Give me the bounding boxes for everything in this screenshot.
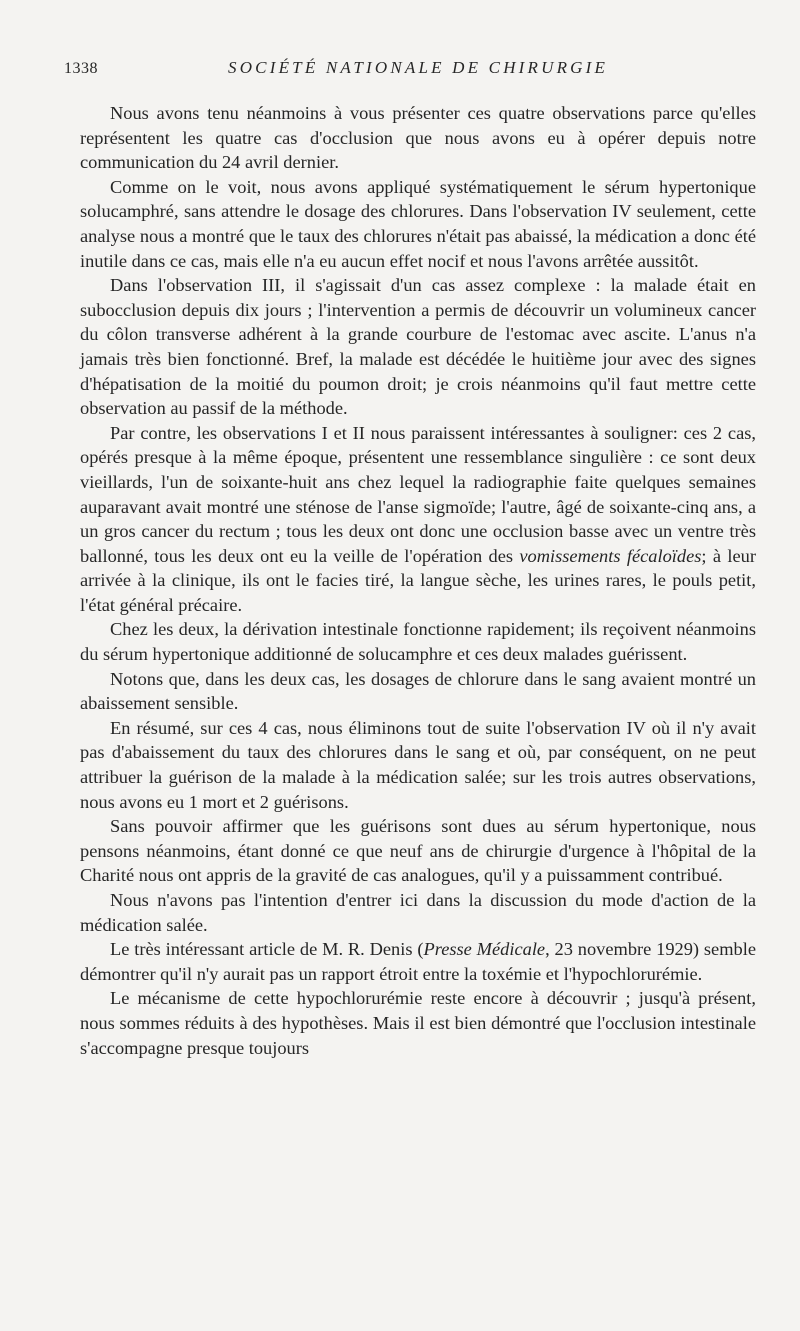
paragraph: Chez les deux, la dérivation intestinale fonctionne rapidement; ils reçoivent néanmoins du sérum hypertonique additionné de solucamphre et ces deux malades guérissent.	[80, 619, 756, 665]
running-title: SOCIÉTÉ NATIONALE DE CHIRURGIE	[228, 58, 609, 77]
paragraph: Nous n'avons pas l'intention d'entrer ici dans la discussion du mode d'action de la médication salée.	[80, 890, 756, 935]
paragraph-text: ; à leur arrivée à la clinique, ils ont le facies tiré, la langue sèche, les urines rares, le pouls petit, l'état général précaire.	[80, 545, 756, 615]
paragraph: Nous avons tenu néanmoins à vous présenter ces quatre observations parce qu'elles représentent les quatre cas d'occlusion que nous avons eu à opérer depuis notre communication du 24 avril dernier.	[80, 103, 756, 173]
paragraph	[80, 421, 756, 618]
paragraph: Dans l'observation III, il s'agissait d'un cas assez complexe : la malade était en subocclusion depuis dix jours ; l'intervention a permis de découvrir un volumineux cancer du côlon transverse adhérent à la grande courbure de l'estomac avec ascite. L'anus n'a jamais très bien fonctionné. Bref, la malade est décédée le huitième jour avec des signes d'hépatisation de la moitié du poumon droit; je crois néanmoins qu'il faut mettre cette observation au passif de la méthode.	[80, 275, 756, 419]
page-header	[64, 56, 760, 86]
paragraph-text: Par contre, les observations I et II nous paraissent intéressantes à souligner: ces 2 cas, opérés presque à la même époque, présentent une ressemblance singulière : ce sont deux vieillards, l'un de soixante-huit ans chez lequel la radiographie faite quelques semaines auparavant avait montré une sténose de l'anse sigmoïde; l'autre, âgé de soixante-cinq ans, a un gros cancer du rectum ; tous les deux ont donc une occlusion basse avec un ventre très ballonné, tous les deux ont eu la veille de l'opération des	[80, 422, 756, 566]
paragraph: En résumé, sur ces 4 cas, nous éliminons tout de suite l'observation IV où il n'y avait pas d'abaissement du taux des chlorures dans le sang et où, par conséquent, on ne peut attribuer la guérison de la malade à la médication salée; sur les trois autres observations, nous avons eu 1 mort et 2 guérisons.	[80, 717, 756, 812]
paragraph	[80, 937, 756, 986]
paragraph: Sans pouvoir affirmer que les guérisons sont dues au sérum hypertonique, nous pensons néanmoins, étant donné ce que neuf ans de chirurgie d'urgence à l'hôpital de la Charité nous ont appris de la gravité de cas analogues, qu'il y a puissamment contribué.	[80, 816, 756, 886]
paragraph: Le mécanisme de cette hypochlorurémie reste encore à découvrir ; jusqu'à présent, nous sommes réduits à des hypothèses. Mais il est bien démontré que l'occlusion intestinale s'accompagne presque toujours	[80, 988, 756, 1058]
body-text	[80, 101, 756, 1060]
page-number: 1338	[64, 60, 98, 77]
journal-title: Presse Médicale	[423, 939, 546, 960]
paragraph: Notons que, dans les deux cas, les dosages de chlorure dans le sang avaient montré un abaissement sensible.	[80, 668, 756, 714]
italic-term: vomissements fécaloïdes	[519, 545, 702, 566]
paragraph-text: , 23 novembre 1929) semble démontrer qu'il n'y aurait pas un rapport étroit entre la toxémie et l'hypochlorurémie.	[80, 939, 756, 984]
paragraph: Comme on le voit, nous avons appliqué systématiquement le sérum hypertonique solucamphré, sans attendre le dosage des chlorures. Dans l'observation IV seulement, cette analyse nous a montré que le taux des chlorures n'était pas abaissé, la médication a donc été inutile dans ce cas, mais elle n'a eu aucun effet nocif et nous l'avons arrêtée aussitôt.	[80, 176, 756, 271]
paragraph-text: Le très intéressant article de M. R. Denis (	[110, 939, 424, 960]
